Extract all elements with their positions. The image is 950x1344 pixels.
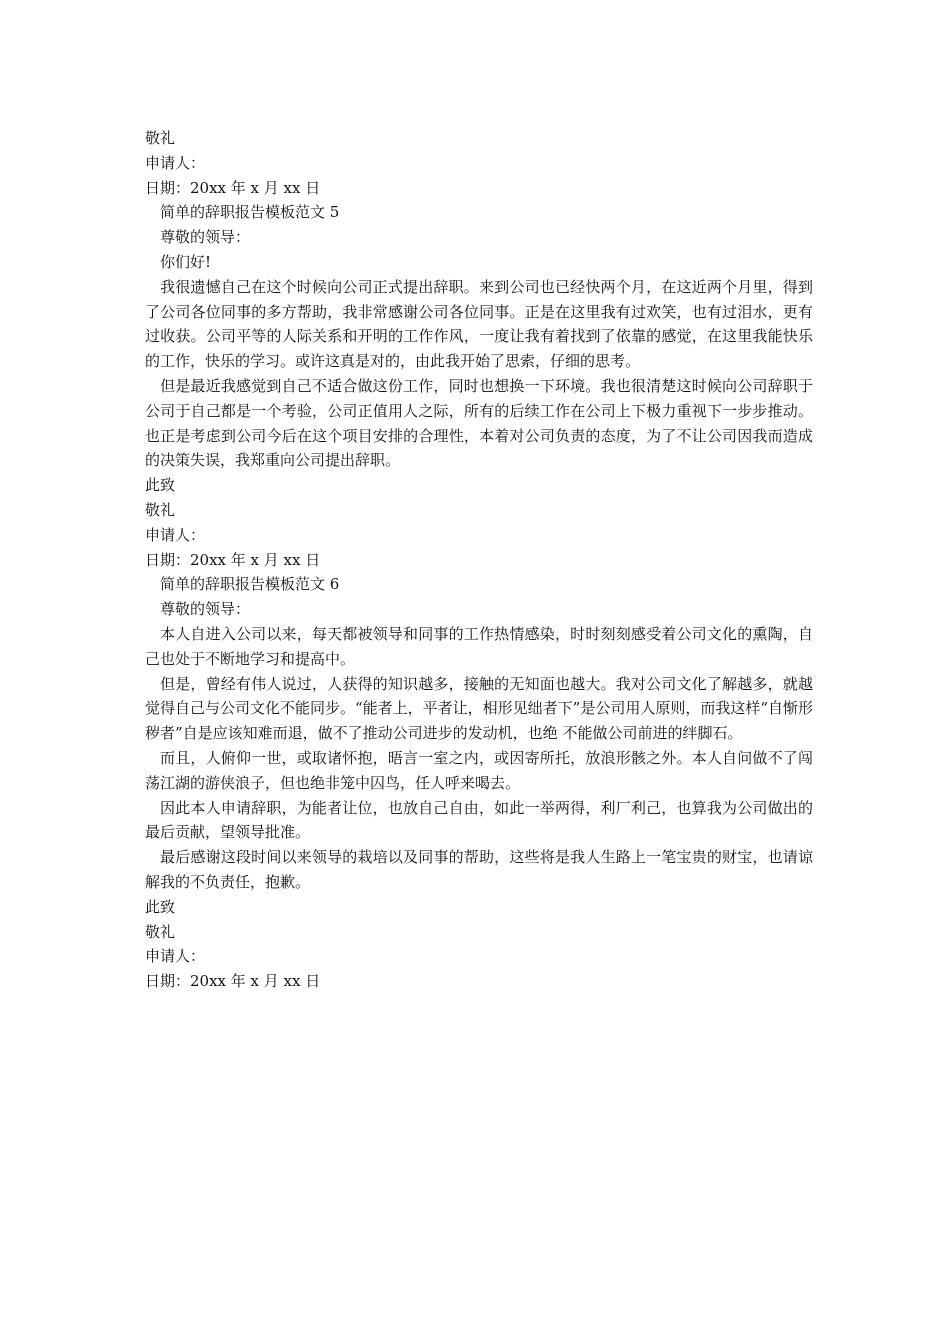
closing-line: 此致 <box>145 476 176 495</box>
salute-line: 敬礼 <box>145 922 176 941</box>
hello-line: 你们好! <box>160 252 212 271</box>
date-line: 日期：20xx 年 x 月 xx 日 <box>145 550 321 569</box>
body-paragraph: 本人自进入公司以来，每天都被领导和同事的工作热情感染，时时刻刻感受着公司文化的熏陶，自己也处于不断地学习和提高中。 <box>145 624 813 668</box>
section-title: 简单的辞职报告模板范文 5 <box>160 203 340 222</box>
section-title: 简单的辞职报告模板范文 6 <box>160 575 340 594</box>
date-line: 日期：20xx 年 x 月 xx 日 <box>145 972 321 991</box>
salute-line: 敬礼 <box>145 500 176 519</box>
applicant-line: 申请人： <box>145 525 206 544</box>
body-paragraph: 我很遗憾自己在这个时候向公司正式提出辞职。来到公司也已经快两个月，在这近两个月里，得到了公司各位同事的多方帮助，我非常感谢公司各位同事。正是在这里我有过欢笑，也有过泪水，更有过收获。公司平等的人际关系和开明的工作作风，一度让我有着找到了依靠的感觉，在这里我能快乐的工作，快乐的学习。或许这真是对的，由此我开始了思索，仔细的思考。 <box>145 277 813 371</box>
greeting-line: 尊敬的领导： <box>160 228 251 247</box>
body-paragraph: 最后感谢这段时间以来领导的栽培以及同事的帮助，这些将是我人生路上一笔宝贵的财宝，也请谅解我的不负责任，抱歉。 <box>145 848 813 891</box>
body-paragraph: 但是最近我感觉到自己不适合做这份工作，同时也想换一下环境。我也很清楚这时候向公司辞职于公司于自己都是一个考验，公司正值用人之际，所有的后续工作在公司上下极力重视下一步步推动。也正是考虑到公司今后在这个项目安排的合理性，本着对公司负责的态度，为了不让公司因我而造成的决策失误，我郑重向公司提出辞职。 <box>145 376 813 470</box>
date-line: 日期：20xx 年 x 月 xx 日 <box>145 178 321 197</box>
body-paragraph: 而且，人俯仰一世，或取诸怀抱，晤言一室之内，或因寄所托，放浪形骸之外。本人自问做不了闯荡江湖的游侠浪子，但也绝非笼中囚鸟，任人呼来喝去。 <box>145 748 813 792</box>
body-paragraph: 因此本人申请辞职，为能者让位，也放自己自由，如此一举两得，利厂利己，也算我为公司做出的最后贡献，望领导批准。 <box>145 798 813 842</box>
closing-line: 此致 <box>145 897 176 916</box>
applicant-line: 申请人： <box>145 947 206 966</box>
document-page <box>145 126 813 994</box>
greeting-line: 尊敬的领导： <box>160 600 251 619</box>
body-paragraph: 但是，曾经有伟人说过，人获得的知识越多，接触的无知面也越大。我对公司文化了解越多，就越觉得自己与公司文化不能同步。“能者上，平者让，相形见绌者下”是公司用人原则，而我这样“自惭形秽者”自是应该知难而退，做不了推动公司进步的发动机，也绝 不能做公司前进的绊脚石。 <box>145 674 814 743</box>
salute-line: 敬礼 <box>145 129 176 147</box>
applicant-line: 申请人： <box>145 153 206 172</box>
